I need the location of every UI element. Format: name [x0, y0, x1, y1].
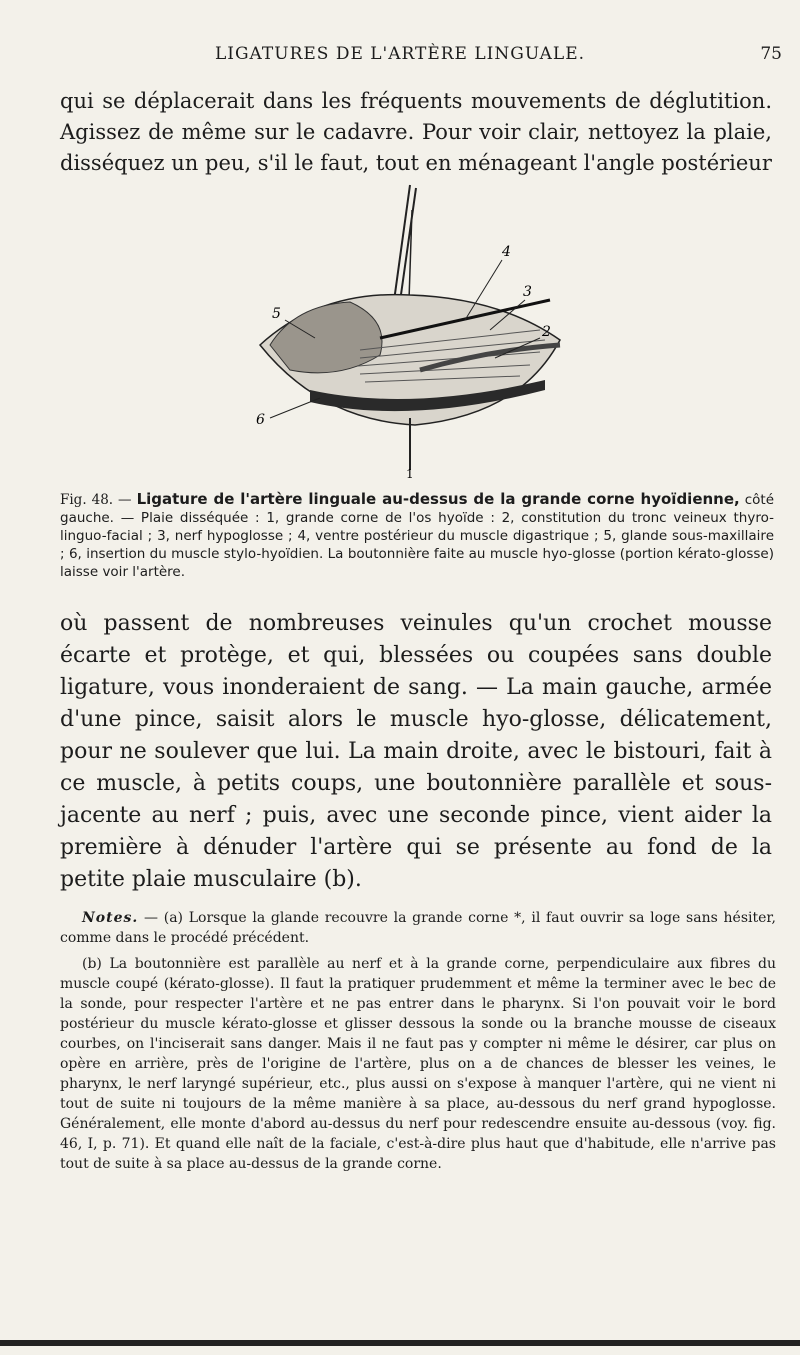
label-5: 5 [272, 306, 281, 322]
label-4: 4 [502, 244, 511, 260]
label-1: 1 [406, 467, 414, 480]
caption-figure-label: Fig. 48. — [60, 492, 132, 508]
running-title: LIGATURES DE L'ARTÈRE LINGUALE. [214, 44, 586, 64]
caption-title: Ligature de l'artère linguale au-dessus de la grande corne hyoïdienne, [136, 490, 740, 508]
label-2: 2 [542, 324, 551, 340]
note-a-text: — (a) Lorsque la glande recouvre la grande corne *, il faut ouvrir sa loge sans hésiter, comme dans le procédé précédent. [60, 910, 777, 946]
page-bottom-border [0, 1340, 800, 1346]
note-a [60, 908, 776, 948]
notes-label: Notes. [82, 910, 139, 926]
top-paragraph: qui se déplacerait dans les fréquents mouvements de déglutition. Agissez de même sur le cadavre. Pour voir clair, nettoyez la plaie, disséquez un peu, s'il le faut, tout en ménageant l'angle postérieur [60, 89, 772, 175]
anatomical-figure [240, 180, 580, 480]
caption-text: côté gauche. — Plaie disséquée : 1, grande corne de l'os hyoïde : 2, constitution du tronc veineux thyro-linguo-facial ; 3, nerf hypoglosse ; 4, ventre postérieur du muscle digastrique ; 5, glande sous-maxillaire ; 6, insertion du muscle stylo-hyoïdien. La boutonnière faite au muscle hyo-glosse (portion kérato-glosse) laisse voir l'artère. [60, 492, 775, 580]
label-3: 3 [523, 284, 532, 300]
figure-caption [60, 490, 774, 581]
page-number: 75 [760, 44, 782, 64]
figure-illustration [240, 180, 580, 480]
main-paragraph: où passent de nombreuses veinules qu'un crochet mousse écarte et protège, et qui, blessées ou coupées sans double ligature, vous inonderaient de sang. — La main gauche, armée d'une pince, saisit alors le muscle hyo-glosse, délicatement, pour ne soulever que lui. La main droite, avec le bistouri, fait à ce muscle, à petits coups, une boutonnière parallèle et sous-jacente au nerf ; puis, avec une seconde pince, vient aider la première à dénuder l'artère qui se présente au fond de la petite plaie musculaire (b). [60, 611, 772, 892]
notes-section [60, 908, 776, 1180]
label-6: 6 [256, 412, 265, 428]
note-b: (b) La boutonnière est parallèle au nerf et à la grande corne, perpendiculaire aux fibres du muscle coupé (kérato-glosse). Il faut la pratiquer prudemment et même la terminer avec le bec de la sonde, pour respecter l'artère et ne pas entrer dans le pharynx. Si l'on pouvait voir le bord postérieur du muscle kérato-glosse et glisser dessous la sonde ou la branche mousse de ciseaux courbes, on l'inciserait sans danger. Mais il ne faut pas y compter ni même le désirer, car plus on opère en arrière, près de l'origine de l'artère, plus on a de chances de blesser les veines, le pharynx, le nerf laryngé supérieur, etc., plus aussi on s'expose à manquer l'artère, qui ne vient ni tout de suite ni toujours de la même manière à sa place, au-dessous du nerf grand hypoglosse. Généralement, elle monte d'abord au-dessus du nerf pour redescendre ensuite au-dessous (voy. fig. 46, I, p. 71). Et quand elle naît de la faciale, c'est-à-dire plus haut que d'habitude, elle n'arrive pas tout de suite à sa place au-dessus de la grande corne. [60, 956, 776, 1172]
